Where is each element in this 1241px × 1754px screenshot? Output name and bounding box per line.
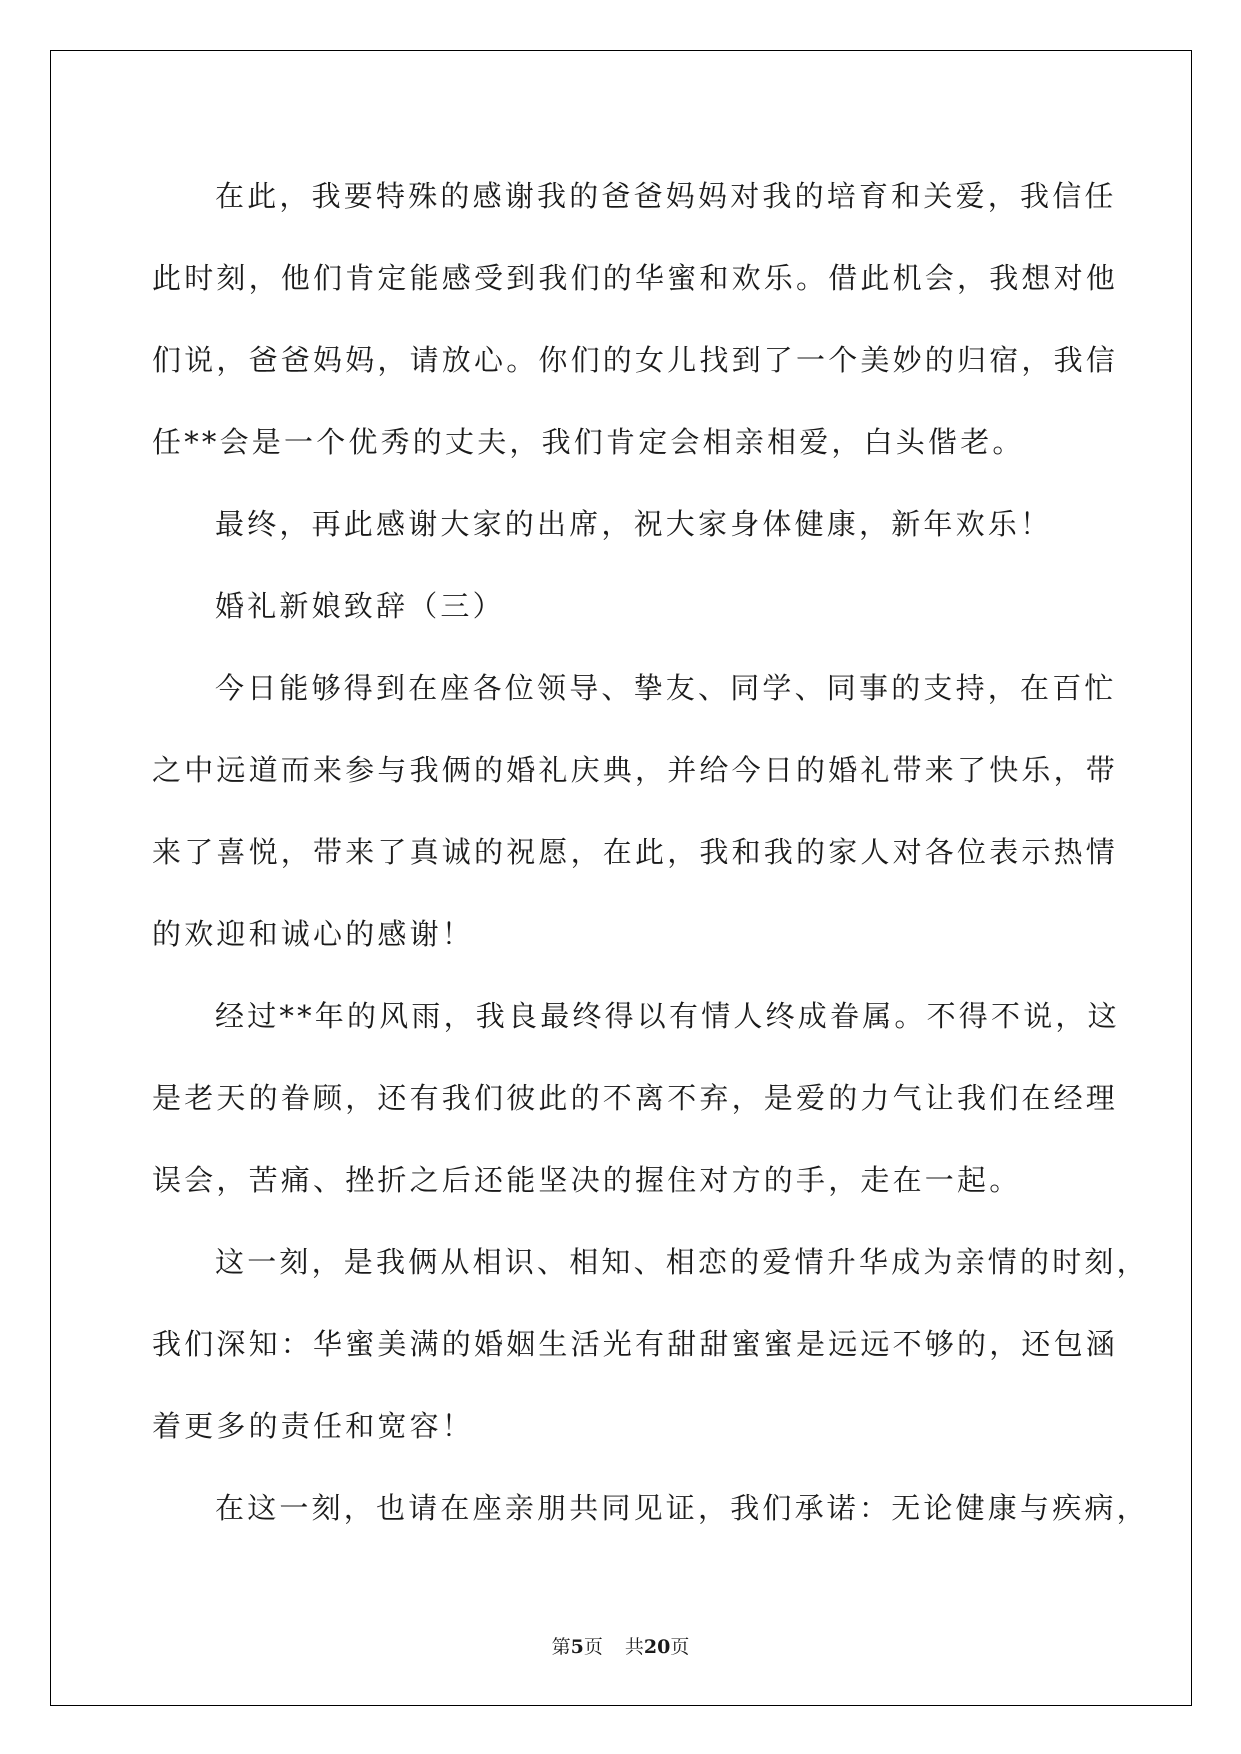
text-line: 最终，再此感谢大家的出席，祝大家身体健康，新年欢乐！ bbox=[215, 507, 1053, 541]
text-line: 之中远道而来参与我俩的婚礼庆典，并给今日的婚礼带来了快乐，带 bbox=[152, 753, 1119, 787]
document-body bbox=[152, 155, 1149, 1549]
footer-prefix: 第 bbox=[551, 1636, 571, 1658]
page-suffix: 页 bbox=[583, 1636, 603, 1658]
text-line: 今日能够得到在座各位领导、挚友、同学、同事的支持，在百忙 bbox=[215, 671, 1117, 705]
page-footer bbox=[0, 1632, 1241, 1659]
text-line: 在此，我要特殊的感谢我的爸爸妈妈对我的培育和关爱，我信任 bbox=[215, 179, 1117, 213]
total-prefix: 共 bbox=[624, 1636, 644, 1658]
text-line: 这一刻，是我俩从相识、相知、相恋的爱情升华成为亲情的时刻， bbox=[215, 1245, 1149, 1279]
section-heading: 婚礼新娘致辞（三） bbox=[215, 589, 505, 623]
text-line: 是老天的眷顾，还有我们彼此的不离不弃，是爱的力气让我们在经理 bbox=[152, 1081, 1119, 1115]
text-line: 任**会是一个优秀的丈夫，我们肯定会相亲相爱，白头偕老。 bbox=[152, 425, 1025, 459]
text-line: 着更多的责任和宽容！ bbox=[152, 1409, 475, 1443]
text-line: 我们深知：华蜜美满的婚姻生活光有甜甜蜜蜜是远远不够的，还包涵 bbox=[152, 1327, 1119, 1361]
text-line: 的欢迎和诚心的感谢！ bbox=[152, 917, 475, 951]
text-line: 此时刻，他们肯定能感受到我们的华蜜和欢乐。借此机会，我想对他 bbox=[152, 261, 1119, 295]
total-pages: 20 bbox=[643, 1636, 671, 1658]
text-line: 在这一刻，也请在座亲朋共同见证，我们承诺：无论健康与疾病， bbox=[215, 1491, 1149, 1525]
text-line: 们说，爸爸妈妈，请放心。你们的女儿找到了一个美妙的归宿，我信 bbox=[152, 343, 1119, 377]
text-line: 经过**年的风雨，我良最终得以有情人终成眷属。不得不说，这 bbox=[215, 999, 1120, 1033]
page-number: 5 bbox=[570, 1636, 584, 1658]
text-line: 来了喜悦，带来了真诚的祝愿，在此，我和我的家人对各位表示热情 bbox=[152, 835, 1119, 869]
total-suffix: 页 bbox=[670, 1636, 690, 1658]
text-line: 误会，苦痛、挫折之后还能坚决的握住对方的手，走在一起。 bbox=[152, 1163, 1022, 1197]
